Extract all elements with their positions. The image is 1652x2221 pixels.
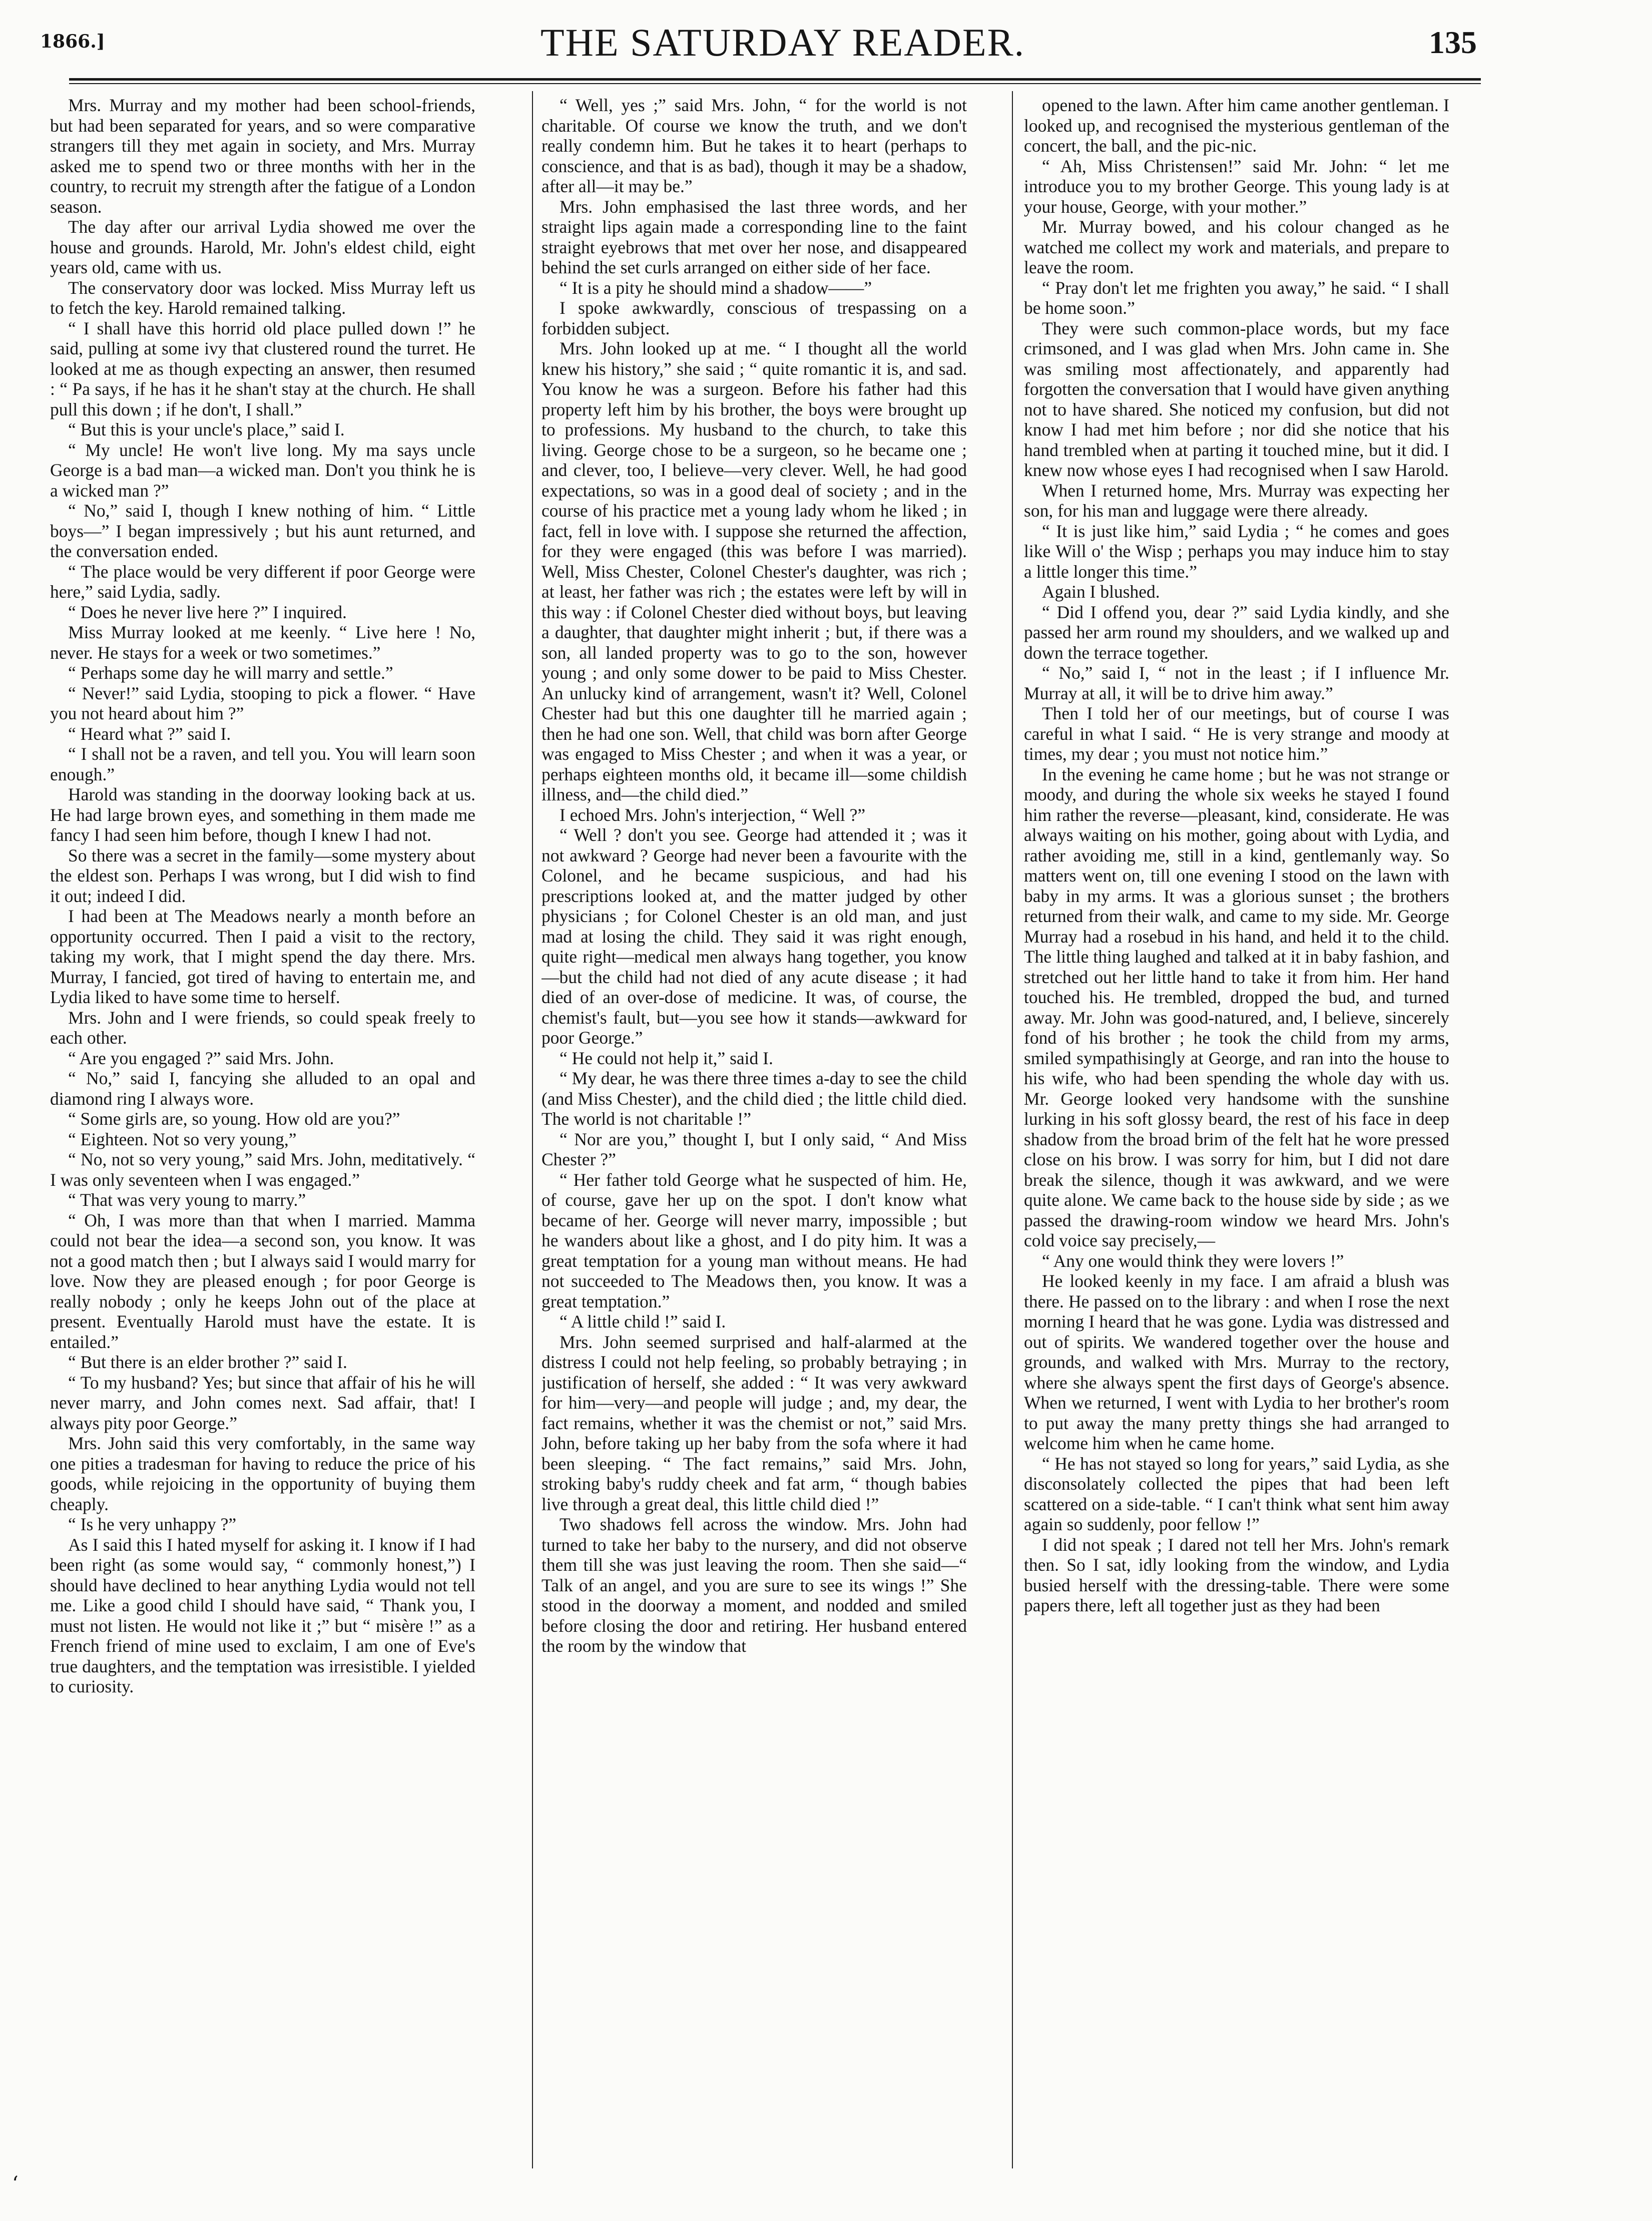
header-rule	[69, 78, 1481, 81]
paragraph: When I returned home, Mrs. Murray was expecting her son, for his man and luggage were there already.	[1024, 480, 1449, 521]
paragraph: “ Are you engaged ?” said Mrs. John.	[68, 1048, 334, 1068]
paragraph: “ But there is an elder brother ?” said I.	[68, 1352, 347, 1372]
paragraph: “ That was very young to marry.”	[68, 1190, 306, 1210]
paragraph: “ Well ? don't you see. George had attended it ; was it not awkward ? George had never been a favourite with the Colonel, and he became suspicious, and had his prescriptions looked at, and the matter judged by other physicians ; for Colonel Chester is an old man, and just mad at losing the child. They said it was right enough, quite right—medical men always hang together, you know—but the child had not died of any acute disease ; it had died of an over-dose of medicine. It was, of course, the chemist's fault, but—you see how it stands—awkward for poor George.”	[541, 825, 967, 1048]
paragraph: “ A little child !” said I.	[560, 1311, 726, 1331]
paragraph: “ Her father told George what he suspected of him. He, of course, gave her up on the spot. I don't know what became of her. George will never marry, impossible ; but he wanders about like a ghost, and I do pity him. It was a great temptation for a young man without means. He had not succeeded to The Meadows then, you know. It was a great temptation.”	[541, 1169, 967, 1311]
paragraph: Then I told her of our meetings, but of course I was careful in what I said. “ He is very strange and moody at times, my dear ; you must not notice him.”	[1024, 703, 1449, 764]
paragraph: I spoke awkwardly, conscious of trespassing on a forbidden subject.	[541, 298, 967, 338]
paragraph: The conservatory door was locked. Miss Murray left us to fetch the key. Harold remained talking.	[50, 277, 475, 318]
paragraph: Mrs. John emphasised the last three words, and her straight lips again made a corresponding line to the faint straight eyebrows that met over her nose, and disappeared behind the set curls arranged on either side of her face.	[541, 196, 967, 277]
paragraph: “ Oh, I was more than that when I married. Mamma could not bear the idea—a second son, you know. It was not a good match then ; but I always said I would marry for love. Now they are pleased enough ; for poor George is really nobody ; only he keeps John out of the place at present. Eventually Harold must have the estate. It is entailed.”	[50, 1210, 475, 1352]
header-rule-thin	[69, 83, 1481, 84]
paragraph: “ It is a pity he should mind a shadow——”	[560, 277, 872, 298]
paragraph: Mrs. John and I were friends, so could speak freely to each other.	[50, 1007, 475, 1048]
paragraph: Mrs. Murray and my mother had been school-friends, but had been separated for years, and so were comparative strangers till they met again in society, and Mrs. Murray asked me to spend two or three months with her in the country, to recruit my strength after the fatigue of a London season.	[50, 95, 475, 217]
paragraph: I did not speak ; I dared not tell her Mrs. John's remark then. So I sat, idly looking from the window, and Lydia busied herself with the dressing-table. There were some papers there, left all together just as they had been	[1024, 1534, 1449, 1615]
paragraph: So there was a secret in the family—some mystery about the eldest son. Perhaps I was wrong, but I did wish to find it out; indeed I did.	[50, 845, 475, 906]
paragraph: “ To my husband? Yes; but since that affair of his he will never marry, and John comes next. Sad affair, that! I always pity poor George.”	[50, 1372, 475, 1433]
column-divider	[1012, 91, 1013, 2168]
paragraph: Mrs. John seemed surprised and half-alarmed at the distress I could not help feeling, so probably betraying ; in justification of herself, she added : “ It was very awkward for him—very—and people will judge ; and, my dear, the fact remains, whether it was the chemist or not,” said Mrs. John, before taking up her baby from the sofa where it had been sleeping. “ The fact remains,” said Mrs. John, stroking baby's ruddy cheek and fat arm, “ though babies live through a great deal, this little child died !”	[541, 1331, 967, 1514]
issue-date: 1866.]	[40, 31, 105, 52]
paragraph: I had been at The Meadows nearly a month before an opportunity occurred. Then I paid a visit to the rectory, taking my work, that I might spend the day there. Mrs. Murray, I fancied, got tired of having to entertain me, and Lydia liked to have some time to herself.	[50, 906, 475, 1007]
masthead-title: THE SATURDAY READER.	[540, 21, 1025, 64]
paragraph: “ Heard what ?” said I.	[68, 723, 231, 744]
paragraph: “ My uncle! He won't live long. My ma says uncle George is a bad man—a wicked man. Don't you think he is a wicked man ?”	[50, 439, 475, 501]
paragraph: Two shadows fell across the window. Mrs. John had turned to take her baby to the nursery, and did not observe them till she was just leaving the room. Then she said—“ Talk of an angel, and you are sure to see its wings !” She stood in the doorway a moment, and nodded and smiled before closing the door and retiring. Her husband entered the room by the window that	[541, 1514, 967, 1656]
paragraph: “ Never!” said Lydia, stooping to pick a flower. “ Have you not heard about him ?”	[50, 683, 475, 723]
paragraph: Miss Murray looked at me keenly. “ Live here ! No, never. He stays for a week or two sometimes.”	[50, 622, 475, 663]
paragraph: “ Perhaps some day he will marry and settle.”	[68, 663, 393, 683]
paragraph: “ Did I offend you, dear ?” said Lydia kindly, and she passed her arm round my shoulders, and we walked up and down the terrace together.	[1024, 602, 1449, 663]
paragraph: In the evening he came home ; but he was not strange or moody, and during the whole six weeks he stayed I found him rather the reverse—pleasant, kind, considerate. He was always waiting on his mother, going about with Lydia, and rather avoiding me, still in a kind, gentlemanly way. So matters went on, till one evening I stood on the lawn with baby in my arms. It was a glorious sunset ; the brothers returned from their walk, and came to my side. Mr. George Murray had a rosebud in his hand, and held it to the child. The little thing laughed and talked at it in baby fashion, and stretched out her little hand to take it from him. Her hand touched his. He trembled, dropped the bud, and turned away. Mr. John was good-natured, and, I believe, sincerely fond of his brother ; he took the child from my arms, smiled sympathisingly at George, and ran into the house to his wife, who had been spending the whole day with us. Mr. George looked very handsome with the sunshine lurking in his soft glossy beard, the rest of his face in deep shadow from the broad brim of the felt hat he wore pressed close on his brow. I was sorry for him, but I did not dare break the silence, though it was awkward, and we were quite alone. We came back to the house side by side ; as we passed the drawing-room window we heard Mrs. John's cold voice say precisely,—	[1024, 764, 1449, 1250]
paragraph: “ No, not so very young,” said Mrs. John, meditatively. “ I was only seventeen when I was engaged.”	[50, 1149, 475, 1190]
paragraph: Again I blushed.	[1042, 582, 1160, 602]
paragraph: “ My dear, he was there three times a-day to see the child (and Miss Chester), and the child died ; the little child died. The world is not charitable !”	[541, 1068, 967, 1129]
paragraph: “ Eighteen. Not so very young,”	[68, 1129, 297, 1149]
paragraph: “ He could not help it,” said I.	[560, 1048, 773, 1068]
text-column-1	[50, 95, 475, 2182]
paragraph: “ No,” said I, “ not in the least ; if I influence Mr. Murray at all, it will be to drive him away.”	[1024, 663, 1449, 703]
paragraph: “ The place would be very different if poor George were here,” said Lydia, sadly.	[50, 561, 475, 602]
paragraph: The day after our arrival Lydia showed me over the house and grounds. Harold, Mr. John's eldest child, eight years old, came with us.	[50, 217, 475, 277]
paragraph: “ Ah, Miss Christensen!” said Mr. John: “ let me introduce you to my brother George. This young lady is at your house, George, with your mother.”	[1024, 156, 1449, 217]
paragraph: He looked keenly in my face. I am afraid a blush was there. He passed on to the library : and when I rose the next morning I heard that he was gone. Lydia was distressed and out of spirits. We wandered together over the house and grounds, and walked with Mrs. Murray to the rectory, where she always spent the first days of George's absence. When we returned, I went with Lydia to her brother's room to put away the many pretty things she had arranged to welcome him when he came home.	[1024, 1271, 1449, 1453]
paragraph: Mr. Murray bowed, and his colour changed as he watched me collect my work and materials, and prepare to leave the room.	[1024, 217, 1449, 277]
paragraph: “ I shall have this horrid old place pulled down !” he said, pulling at some ivy that clustered round the turret. He looked at me as though expecting an answer, then resumed : “ Pa says, if he has it he shan't stay at the church. He shall pull this down ; if he don't, I shall.”	[50, 318, 475, 419]
paragraph: Mrs. John looked up at me. “ I thought all the world knew his history,” she said ; “ quite romantic it is, and sad. You know he was a surgeon. Before his father had this property left him by his brother, the boys were brought up to professions. My husband to the church, to take this living. George chose to be a surgeon, so he became one ; and clever, too, I believe—very clever. Well, he had good expectations, so was in a good deal of society ; and in the course of his practice met a young lady whom he liked ; in fact, fell in love with. I suppose she returned the affection, for they were engaged (this was before I was married). Well, Miss Chester, Colonel Chester's daughter, was rich ; at least, her father was rich ; the estates were left by will in this way : if Colonel Chester died without boys, but leaving a daughter, that daughter might inherit ; but, if there was a son, all landed property was to go to the son, however young ; and only some dower to be paid to Miss Chester. An unlucky kind of arrangement, wasn't it? Well, Colonel Chester had but this one daughter till he married again ; then he had one son. Well, that child was born after George was engaged to Miss Chester ; and when it was a year, or perhaps eighteen months old, it became ill—some childish illness, and—the child died.”	[541, 338, 967, 804]
page-number: 135	[1429, 25, 1477, 60]
paragraph: “ Does he never live here ?” I inquired.	[68, 602, 347, 622]
paragraph: As I said this I hated myself for asking it. I know if I had been right (as some would say, “ commonly honest,”) I should have declined to hear anything Lydia would not tell me. Like a good child I should have said, “ Thank you, I must not listen. He would not like it ;” but “ misère !” as a French friend of mine used to exclaim, I am one of Eve's true daughters, and the temptation was irresistible. I yielded to curiosity.	[50, 1534, 475, 1696]
paragraph: “ Nor are you,” thought I, but I only said, “ And Miss Chester ?”	[541, 1129, 967, 1169]
paragraph: “ It is just like him,” said Lydia ; “ he comes and goes like Will o' the Wisp ; perhaps you may induce him to stay a little longer this time.”	[1024, 521, 1449, 582]
margin-mark: ‘	[12, 2172, 19, 2195]
paragraph: “ No,” said I, though I knew nothing of him. “ Little boys—” I began impressively ; but his aunt returned, and the conversation ended.	[50, 501, 475, 561]
paragraph: “ Some girls are, so young. How old are you?”	[68, 1109, 400, 1129]
paragraph: Harold was standing in the doorway looking back at us. He had large brown eyes, and something in them made me fancy I had seen him before, though I knew I had not.	[50, 784, 475, 845]
paragraph: “ Well, yes ;” said Mrs. John, “ for the world is not charitable. Of course we know the truth, and we don't really condemn him. But he takes it to heart (perhaps to conscience, and that is as bad), though it may be a shadow, after all—it may be.”	[541, 95, 967, 196]
paragraph: “ Any one would think they were lovers !”	[1042, 1250, 1344, 1271]
paragraph: I echoed Mrs. John's interjection, “ Well ?”	[560, 804, 866, 825]
column-divider	[532, 91, 533, 2168]
paragraph: “ Is he very unhappy ?”	[68, 1514, 237, 1534]
paragraph: “ Pray don't let me frighten you away,” he said. “ I shall be home soon.”	[1024, 277, 1449, 318]
paragraph: “ He has not stayed so long for years,” said Lydia, as she disconsolately collected the pipes that had been left scattered on a side-table. “ I can't think what sent him away again so suddenly, poor fellow !”	[1024, 1453, 1449, 1534]
text-column-3	[1024, 95, 1449, 2182]
paragraph: Mrs. John said this very comfortably, in the same way one pities a tradesman for having to reduce the price of his goods, while rejoicing in the opportunity of buying them cheaply.	[50, 1433, 475, 1514]
paragraph: “ I shall not be a raven, and tell you. You will learn soon enough.”	[50, 744, 475, 784]
text-column-2	[541, 95, 967, 2182]
paragraph: “ But this is your uncle's place,” said I.	[68, 419, 345, 439]
paragraph: opened to the lawn. After him came another gentleman. I looked up, and recognised the mysterious gentleman of the concert, the ball, and the pic-nic.	[1024, 95, 1449, 156]
paragraph: “ No,” said I, fancying she alluded to an opal and diamond ring I always wore.	[50, 1068, 475, 1109]
paragraph: They were such common-place words, but my face crimsoned, and I was glad when Mrs. John came in. She was smiling most affectionately, and apparently had forgotten the conversation that I would have given anything not to have shared. She noticed my confusion, but did not know I had met him before ; nor did she notice that his hand trembled when at parting it touched mine, but it did. I knew now whose eyes I had recognised when I saw Harold.	[1024, 318, 1449, 480]
